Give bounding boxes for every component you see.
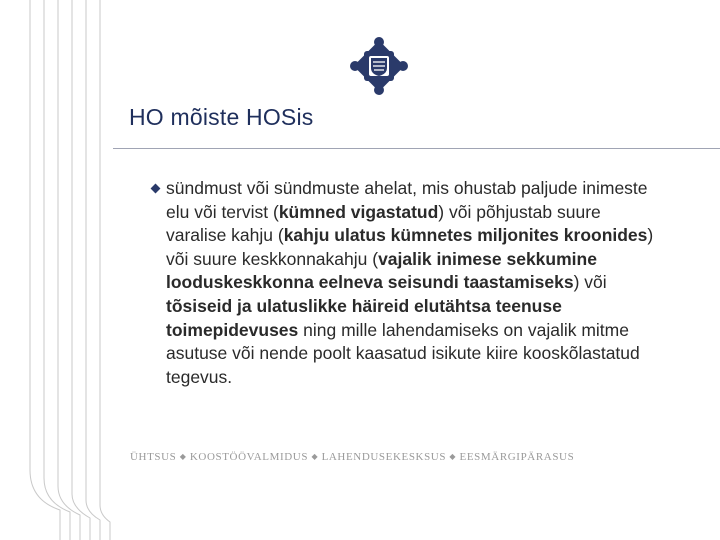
body-text-bold: kümned vigastatud bbox=[278, 201, 439, 222]
body-text-segment: ning mille lahendamiseks on vajalik mitme asutuse või nende poolt kaasatud isikute kiire kooskõlastatud tegevus. bbox=[166, 319, 640, 387]
motto-word: EESMÄRGIPÄRASUS bbox=[459, 451, 575, 463]
bullet-text bbox=[166, 177, 658, 389]
body-text-segment: ) või bbox=[573, 272, 607, 293]
motto-word: KOOSTÖÖVALMIDUS bbox=[189, 451, 309, 463]
motto-word: ÜHTSUS bbox=[130, 451, 177, 463]
motto-separator-icon: ◆ bbox=[311, 452, 319, 461]
body-text-bold: kahju ulatus kümnetes miljonites kroonides bbox=[283, 225, 648, 246]
body-text-segment: sündmust või sündmuste ahelat, mis ohustab paljude inimeste elu või tervist ( bbox=[166, 178, 648, 222]
body-text-bold: tõsiseid ja ulatuslikke häireid elutähtsa teenuse toimepidevuses bbox=[166, 295, 562, 340]
title-divider bbox=[113, 148, 720, 149]
body-text-segment: ) või suure keskkonnakahju ( bbox=[166, 225, 654, 269]
body-text-bold: vajalik inimese sekkumine looduskeskkonna eelneva seisundi taastamiseks bbox=[166, 248, 597, 293]
body-text-segment: ) või põhjustab suure varalise kahju ( bbox=[166, 201, 601, 246]
motto-separator-icon: ◆ bbox=[179, 452, 187, 461]
footer-motto bbox=[130, 451, 600, 463]
motto-separator-icon: ◆ bbox=[449, 452, 457, 461]
estonian-coat-of-arms-emblem-icon bbox=[347, 34, 411, 98]
motto-word: LAHENDUSEKESKSUS bbox=[321, 451, 447, 463]
slide-title: HO mõiste HOSis bbox=[129, 104, 314, 130]
